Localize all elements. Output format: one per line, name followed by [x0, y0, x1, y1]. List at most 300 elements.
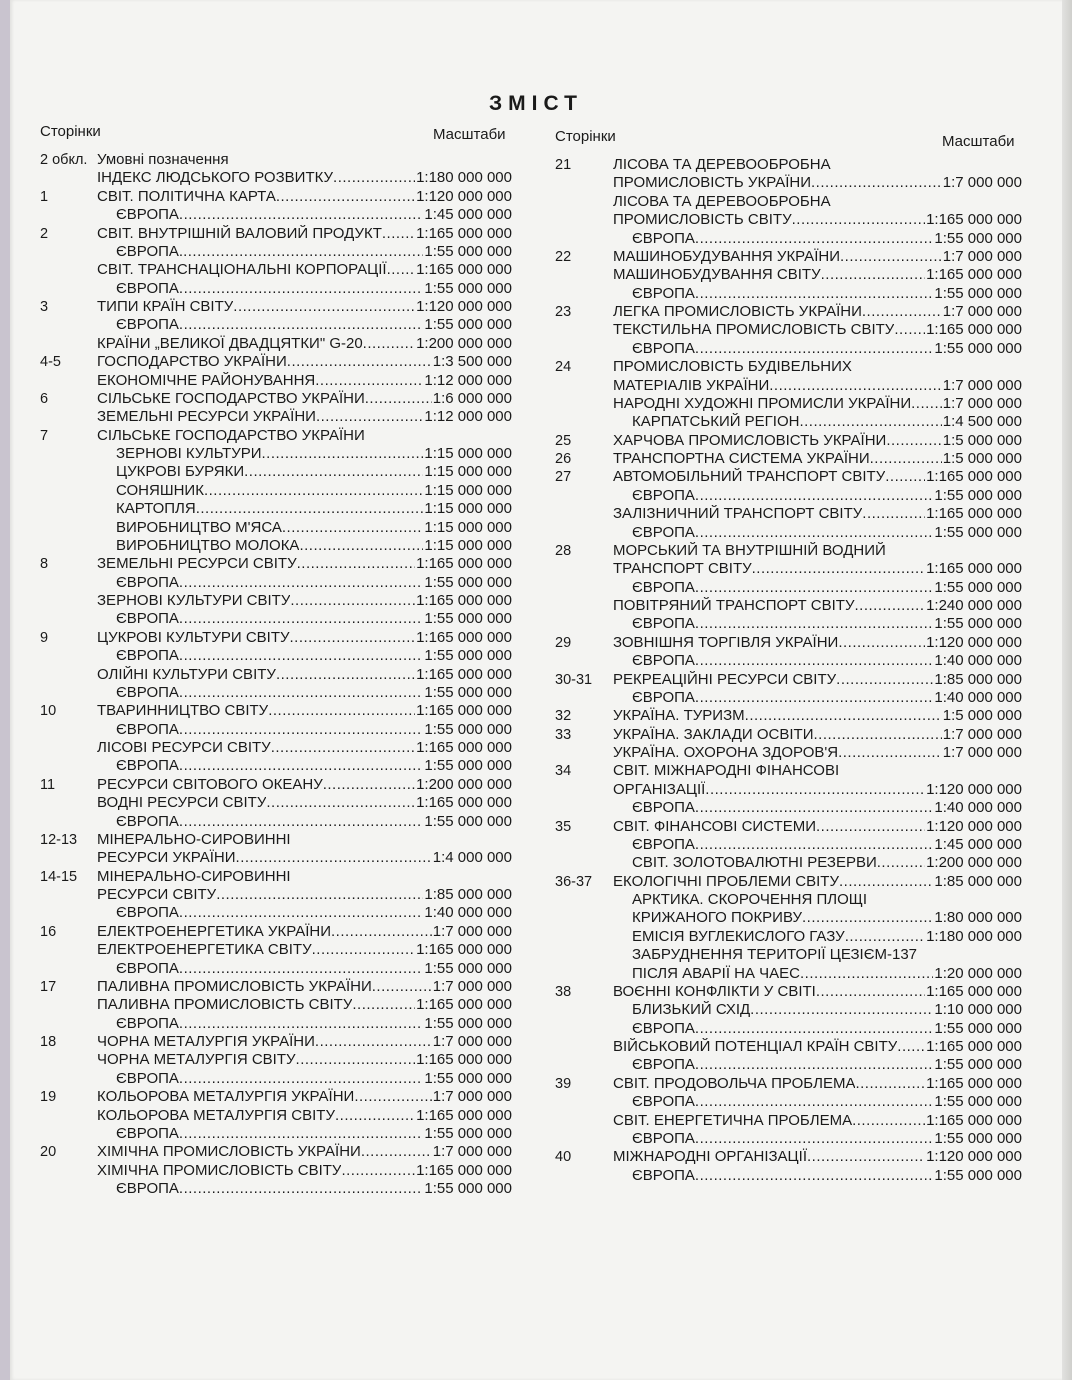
entry-title: МОРСЬКИЙ ТА ВНУТРІШНІЙ ВОДНИЙ: [613, 541, 886, 559]
contents-entry: [40, 610, 512, 628]
entry-line: [116, 904, 512, 922]
map-scale: 1:45 000 000: [934, 835, 1022, 853]
dot-leader: [179, 684, 423, 702]
dot-leader: [179, 1070, 423, 1088]
contents-entry: [40, 849, 512, 867]
entry-line: [116, 243, 512, 261]
map-scale: 1:55 000 000: [424, 610, 512, 628]
entry-line: [632, 909, 1022, 927]
entry-title: ВИРОБНИЦТВО М'ЯСА: [116, 518, 282, 536]
contents-entry: [40, 555, 512, 573]
contents-entry: [555, 873, 1022, 891]
dot-leader: [695, 579, 933, 597]
entry-line: [632, 965, 1022, 983]
entry-line: [613, 156, 831, 174]
entry-line: [613, 1148, 1022, 1166]
entry-line: [613, 983, 1022, 1001]
map-scale: 1:7 000 000: [432, 1033, 512, 1050]
entry-line: [116, 757, 512, 775]
entry-title: СВІТ. ВНУТРІШНІЙ ВАЛОВИЙ ПРОДУКТ: [97, 224, 382, 242]
dot-leader: [204, 482, 423, 500]
entry-title: ПРОМИСЛОВІСТЬ СВІТУ: [613, 211, 792, 229]
contents-entry: [555, 395, 1022, 413]
entry-title: ЄВРОПА: [116, 1180, 179, 1197]
dot-leader: [290, 629, 416, 647]
map-scale: 1:3 500 000: [432, 353, 512, 371]
entry-title: ЗОВНІШНЯ ТОРГІВЛЯ УКРАЇНИ: [613, 633, 839, 651]
entry-line: [613, 1038, 1022, 1056]
entry-title: СВІТ. ЗОЛОТОВАЛЮТНІ РЕЗЕРВИ: [632, 854, 877, 872]
contents-entry: [555, 1075, 1022, 1093]
entry-title: ЕЛЕКТРОЕНЕРГЕТИКА СВІТУ: [97, 941, 312, 959]
dot-leader: [769, 377, 942, 395]
entry-title: КРИЖАНОГО ПОКРИВУ: [632, 909, 803, 927]
contents-entry: [555, 358, 1022, 376]
contents-entry: [40, 1125, 512, 1143]
entry-title: ЄВРОПА.: [116, 242, 184, 260]
entry-line: [613, 1112, 1022, 1130]
dot-leader: [233, 298, 415, 316]
contents-entry: [555, 634, 1022, 652]
entry-title: ЄВРОПА: [116, 959, 179, 977]
dot-leader: [807, 1148, 925, 1166]
map-scale: 1:165 000 000: [926, 560, 1022, 578]
contents-entry: [40, 794, 512, 812]
entry-line: [97, 1162, 512, 1180]
contents-entry: [40, 261, 512, 279]
contents-entry: [40, 831, 512, 849]
contents-entry: [555, 579, 1022, 597]
dot-leader: [705, 781, 925, 799]
entry-line: [613, 726, 1022, 744]
entry-line: [97, 868, 291, 886]
contents-entry: [555, 615, 1022, 633]
entry-title: МАШИНОБУДУВАННЯ СВІТУ: [613, 266, 821, 284]
entry-title: ІНДЕКС ЛЮДСЬКОГО РОЗВИТКУ: [97, 169, 334, 187]
entry-title: ЗЕМЕЛЬНІ РЕСУРСИ УКРАЇНИ: [97, 408, 316, 426]
map-scale: 1:15 000 000: [424, 481, 512, 499]
contents-entry: [555, 468, 1022, 486]
entry-line: [632, 340, 1022, 358]
contents-entry: [555, 689, 1022, 707]
contents-entry: [40, 1070, 512, 1088]
dot-leader: [816, 983, 925, 1001]
page-title: ЗМІСТ: [489, 92, 583, 115]
entry-line: [97, 886, 512, 904]
dot-leader: [695, 487, 933, 505]
contents-entry: [40, 574, 512, 592]
entry-line: [97, 298, 512, 316]
contents-entry: [555, 303, 1022, 321]
dot-leader: [196, 500, 424, 518]
entry-line: [632, 524, 1022, 542]
dot-leader: [885, 468, 925, 486]
entry-line: [613, 377, 1022, 395]
entry-line: [613, 174, 1022, 192]
entry-line: [97, 941, 512, 959]
dot-leader: [811, 174, 942, 192]
contents-entry: [555, 818, 1022, 836]
entry-title: ЄВРОПА: [632, 799, 695, 817]
entry-line: [97, 629, 512, 647]
map-scale: 1:6 000 000: [432, 389, 512, 407]
map-scale: 1:7 000 000: [942, 174, 1022, 192]
map-scale: 1:180 000 000: [926, 927, 1022, 945]
entry-line: [116, 316, 512, 334]
dot-leader: [862, 303, 942, 321]
map-scale: 1:55 000 000: [934, 486, 1022, 504]
entry-title: ВОЄННІ КОНФЛІКТИ У СВІТІ: [613, 982, 816, 1000]
contents-entry: [40, 1051, 512, 1069]
map-scale: 1:240 000 000: [926, 597, 1022, 614]
contents-entry: [555, 983, 1022, 1001]
entry-line: [116, 1070, 512, 1088]
dot-leader: [695, 1020, 933, 1038]
dot-leader: [282, 519, 424, 537]
entry-line: [97, 1088, 512, 1106]
entry-title: РЕСУРСИ СВІТОВОГО ОКЕАНУ: [97, 775, 323, 793]
dot-leader: [276, 188, 415, 206]
entry-line: [613, 542, 886, 560]
entry-line: [613, 560, 1022, 578]
contents-entry: [555, 836, 1022, 854]
map-scale: 1:165 000 000: [926, 266, 1022, 284]
map-scale: 1:80 000 000: [934, 909, 1022, 927]
map-scale: 1:7 000 000: [432, 1143, 512, 1161]
entry-title: ВОДНІ РЕСУРСИ СВІТУ: [97, 794, 267, 812]
map-scale: 1:55 000 000: [934, 578, 1022, 596]
map-scale: 1:7 000 000: [432, 922, 512, 940]
contents-entry: [555, 909, 1022, 927]
contents-entry: [555, 762, 1022, 780]
contents-entry: [555, 671, 1022, 689]
contents-entry: [40, 978, 512, 996]
entry-title: ЄВРОПА: [116, 610, 179, 628]
entry-line: [116, 280, 512, 298]
entry-line: [613, 505, 1022, 523]
dot-leader: [299, 537, 423, 555]
contents-entry: [40, 684, 512, 702]
entry-title: ЄВРОПА: [632, 523, 695, 541]
entry-title: ЦУКРОВІ БУРЯКИ: [116, 463, 245, 481]
entry-title: ЄВРОПА: [116, 1014, 179, 1032]
entry-title: РЕСУРСИ СВІТУ: [97, 886, 217, 903]
page-number: 38: [555, 983, 572, 1000]
entry-title: УКРАЇНА. ТУРИЗМ: [613, 707, 745, 725]
map-scale: 1:55 000 000: [424, 1069, 512, 1087]
entry-title: ЛІСОВА ТА ДЕРЕВООБРОБНА: [613, 192, 831, 210]
contents-entry: [40, 482, 512, 500]
entry-line: [116, 610, 512, 628]
dot-leader: [179, 647, 423, 665]
page-number: 36-37: [555, 873, 593, 890]
entry-title: ЄВРОПА: [632, 1093, 695, 1111]
dot-leader: [855, 1075, 925, 1093]
dot-leader: [695, 799, 933, 817]
entry-title: ЄВРОПА: [116, 573, 179, 591]
entry-line: [632, 1167, 1022, 1185]
page-number: 40: [555, 1149, 572, 1166]
contents-entry: [40, 960, 512, 978]
contents-entry: [40, 169, 512, 187]
entry-title: УКРАЇНА. ОХОРОНА ЗДОРОВ'Я: [613, 744, 839, 761]
entry-title: СІЛЬСЬКЕ ГОСПОДАРСТВО УКРАЇНИ: [97, 389, 365, 407]
map-scale: 1:7 000 000: [942, 303, 1022, 320]
map-scale: 1:7 000 000: [942, 744, 1022, 761]
page-number: 11: [40, 776, 56, 793]
dot-leader: [179, 316, 423, 334]
entry-line: [613, 671, 1022, 689]
map-scale: 1:5 000 000: [942, 431, 1022, 449]
contents-entry: [40, 757, 512, 775]
map-scale: 1:40 000 000: [424, 904, 512, 922]
contents-entry: [40, 445, 512, 463]
dot-leader: [331, 923, 432, 941]
entry-line: [632, 799, 1022, 817]
entry-title: ЗЕРНОВІ КУЛЬТУРИ: [116, 445, 262, 462]
dot-leader: [814, 726, 942, 744]
contents-entry: [40, 1015, 512, 1033]
contents-entry: [555, 707, 1022, 725]
dot-leader: [271, 739, 415, 757]
contents-entry: [40, 372, 512, 390]
contents-entry: [40, 868, 512, 886]
map-scale: 1:55 000 000: [424, 1014, 512, 1032]
dot-leader: [179, 813, 423, 831]
map-scale: 1:55 000 000: [934, 615, 1022, 633]
contents-entry: [555, 413, 1022, 431]
entry-line: [613, 762, 839, 780]
dot-leader: [836, 671, 933, 689]
contents-entry: [555, 965, 1022, 983]
entry-title: ЄВРОПА: [116, 279, 179, 297]
entry-line: [116, 813, 512, 831]
map-scale: 1:120 000 000: [416, 187, 512, 205]
entry-title: ЗАБРУДНЕННЯ ТЕРИТОРІЇ ЦЕЗІЄМ-137: [632, 946, 918, 964]
entry-line: [632, 928, 1022, 946]
map-scale: 1:55 000 000: [424, 720, 512, 738]
dot-leader: [244, 463, 423, 481]
entry-title: ЗАЛІЗНИЧНИЙ ТРАНСПОРТ СВІТУ: [613, 505, 863, 523]
contents-entry: [40, 721, 512, 739]
entry-line: [97, 923, 512, 941]
dot-leader: [365, 390, 432, 408]
dot-leader: [268, 702, 415, 720]
entry-title: СІЛЬСЬКЕ ГОСПОДАРСТВО УКРАЇНИ: [97, 426, 365, 444]
map-scale: 1:55 000 000: [934, 1019, 1022, 1037]
dot-leader: [287, 353, 432, 371]
contents-entry: [555, 524, 1022, 542]
entry-title: ЄВРОПА: [632, 1056, 695, 1074]
entry-title: ОРГАНІЗАЦІЇ: [613, 780, 706, 798]
dot-leader: [695, 836, 933, 854]
contents-entry: [555, 726, 1022, 744]
contents-entry: [555, 505, 1022, 523]
contents-entry: [555, 230, 1022, 248]
page-number: 30-31: [555, 671, 593, 688]
entry-title: ЄВРОПА: [632, 578, 695, 596]
entry-title: МІНЕРАЛЬНО-СИРОВИННІ: [97, 867, 291, 885]
entry-line: [613, 321, 1022, 339]
map-scale: 1:4 000 000: [432, 849, 512, 867]
entry-line: [632, 413, 1022, 431]
entry-line: [97, 592, 512, 610]
map-scale: 1:200 000 000: [416, 334, 512, 352]
contents-entry: [40, 243, 512, 261]
entry-line: [632, 854, 1022, 872]
map-scale: 1:15 000 000: [424, 518, 512, 536]
contents-entry: [40, 702, 512, 720]
entry-title: ЛІСОВІ РЕСУРСИ СВІТУ: [97, 739, 271, 756]
entry-line: [116, 647, 512, 665]
dot-leader: [799, 413, 941, 431]
entry-line: [632, 836, 1022, 854]
map-scale: 1:165 000 000: [416, 941, 512, 959]
dot-leader: [911, 395, 942, 413]
dot-leader: [839, 873, 933, 891]
contents-entry: [40, 647, 512, 665]
entry-line: [613, 597, 1022, 615]
entry-line: [613, 358, 852, 376]
map-scale: 1:165 000 000: [416, 996, 512, 1014]
entry-title: ХІМІЧНА ПРОМИСЛОВІСТЬ УКРАЇНИ: [97, 1143, 361, 1161]
contents-entry: [555, 432, 1022, 450]
entry-line: [97, 427, 365, 445]
entry-line: [613, 873, 1022, 891]
dot-leader: [262, 445, 424, 463]
entry-title: ЄВРОПА: [116, 1069, 179, 1087]
entry-line: [97, 702, 512, 720]
page-number: 25: [555, 432, 572, 449]
map-scale: 1:55 000 000: [424, 683, 512, 701]
page-number: 2 обкл.: [40, 152, 88, 168]
entry-title: ЄВРОПА: [116, 904, 179, 922]
map-scale: 1:120 000 000: [926, 1148, 1022, 1166]
entry-title: ЧОРНА МЕТАЛУРГІЯ СВІТУ: [97, 1051, 296, 1069]
dot-leader: [877, 854, 925, 872]
entry-line: [116, 445, 512, 463]
entry-title: ЗЕРНОВІ КУЛЬТУРИ СВІТУ: [97, 592, 291, 609]
dot-leader: [179, 1125, 423, 1143]
entry-line: [97, 794, 512, 812]
entry-title: АВТОМОБІЛЬНИЙ ТРАНСПОРТ СВІТУ: [613, 468, 886, 486]
page-number: 28: [555, 542, 572, 559]
entry-title: ЄВРОПА: [632, 1129, 695, 1147]
entry-line: [97, 555, 512, 573]
map-scale: 1:55 000 000: [424, 757, 512, 775]
contents-entry: [555, 487, 1022, 505]
entry-line: [632, 285, 1022, 303]
contents-entry: [555, 799, 1022, 817]
page-number: 34: [555, 763, 572, 780]
contents-entry: [40, 923, 512, 941]
map-scale: 1:55 000 000: [934, 1056, 1022, 1074]
page-number: 6: [40, 390, 49, 407]
map-scale: 1:85 000 000: [934, 872, 1022, 890]
entry-title: МІНЕРАЛЬНО-СИРОВИННІ: [97, 830, 291, 848]
right-contents-column: [555, 156, 1022, 1185]
contents-entry: [555, 450, 1022, 468]
dot-leader: [363, 335, 415, 353]
entry-line: [116, 574, 512, 592]
dot-leader: [352, 996, 415, 1014]
contents-entry: [555, 321, 1022, 339]
entry-title: ЧОРНА МЕТАЛУРГІЯ УКРАЇНИ: [97, 1033, 315, 1050]
entry-line: [116, 482, 512, 500]
map-scale: 1:55 000 000: [934, 1166, 1022, 1184]
page-number: 1: [40, 188, 49, 205]
map-scale: 1:15 000 000: [424, 445, 512, 462]
contents-entry: [555, 174, 1022, 192]
map-scale: 1:10 000 000: [934, 1001, 1022, 1019]
map-scale: 1:55 000 000: [424, 279, 512, 297]
page-number: 32: [555, 708, 572, 725]
entry-line: [632, 487, 1022, 505]
map-scale: 1:165 000 000: [416, 555, 512, 573]
dot-leader: [886, 432, 941, 450]
entry-line: [97, 1107, 512, 1125]
map-scale: 1:165 000 000: [926, 1074, 1022, 1092]
dot-leader: [179, 206, 423, 224]
page-edge: [1062, 0, 1072, 1380]
entry-line: [116, 500, 512, 518]
dot-leader: [179, 1180, 423, 1198]
entry-title: ПАЛИВНА ПРОМИСЛОВІСТЬ УКРАЇНИ: [97, 977, 372, 995]
entry-line: [613, 303, 1022, 321]
contents-entry: [40, 1180, 512, 1198]
entry-title: МАШИНОБУДУВАННЯ УКРАЇНИ: [613, 247, 840, 265]
map-scale: 1:15 000 000: [424, 463, 512, 481]
entry-title: ЄВРОПА: [632, 284, 695, 302]
contents-entry: [40, 904, 512, 922]
entry-line: [632, 1001, 1022, 1019]
contents-entry: [40, 537, 512, 555]
map-scale: 1:55 000 000: [424, 1180, 512, 1197]
dot-leader: [179, 904, 423, 922]
contents-entry: [555, 781, 1022, 799]
contents-entry: [40, 390, 512, 408]
entry-title: БЛИЗЬКИЙ СХІД: [632, 1001, 751, 1019]
dot-leader: [179, 960, 423, 978]
map-scale: 1:55 000 000: [424, 959, 512, 977]
map-scale: 1:55 000 000: [424, 647, 512, 665]
entry-title: ЛІСОВА ТА ДЕРЕВООБРОБНА: [613, 156, 831, 173]
entry-line: [97, 408, 512, 426]
entry-line: [613, 450, 1022, 468]
map-scale: 1:120 000 000: [926, 780, 1022, 798]
dot-leader: [840, 248, 942, 266]
entry-line: [97, 1051, 512, 1069]
contents-entry: [555, 1038, 1022, 1056]
dot-leader: [838, 744, 942, 762]
entry-title: ЄВРОПА: [116, 757, 179, 775]
entry-line: [116, 1180, 512, 1198]
dot-leader: [695, 340, 933, 358]
entry-title: СВІТ. ПРОДОВОЛЬЧА ПРОБЛЕМА: [613, 1074, 856, 1092]
dot-leader: [870, 450, 942, 468]
page-number: 7: [40, 427, 49, 444]
dot-leader: [216, 886, 423, 904]
map-scale: 1:165 000 000: [416, 224, 512, 242]
entry-title: ЄВРОПА: [116, 812, 179, 830]
entry-line: [613, 211, 1022, 229]
dot-leader: [323, 776, 415, 794]
entry-title: ЄВРОПА: [116, 316, 179, 334]
dot-leader: [316, 408, 423, 426]
entry-title: ТРАНСПОРТНА СИСТЕМА УКРАЇНИ: [613, 450, 870, 467]
entry-title: АРКТИКА. СКОРОЧЕННЯ ПЛОЩІ: [632, 891, 868, 908]
entry-line: [613, 744, 1022, 762]
